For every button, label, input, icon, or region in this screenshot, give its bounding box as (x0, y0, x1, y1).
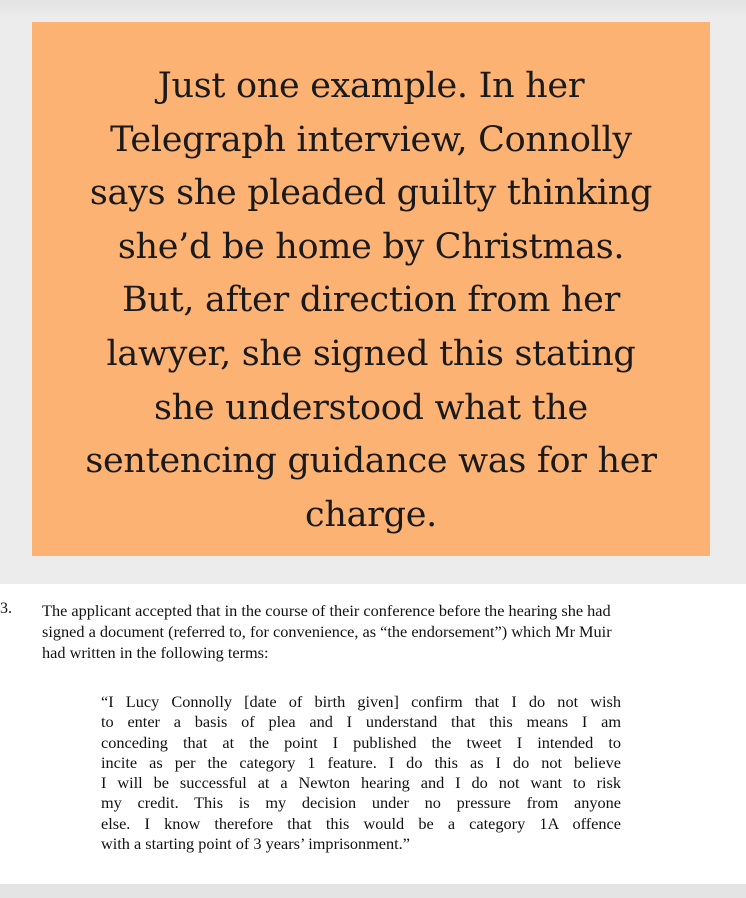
bottom-background-strip (0, 884, 746, 898)
top-background-strip (0, 0, 746, 18)
caption-text (32, 60, 710, 542)
paragraph-line: signed a document (referred to, for convenience, as “the endorsement”) which Mr Muir (42, 622, 612, 641)
quote-line: conceding that at the point I published the tweet I intended to (101, 732, 621, 752)
caption-line: But, after direction from her (121, 280, 621, 321)
paragraph-line: had written in the following terms: (42, 643, 269, 662)
caption-line: says she pleaded guilty thinking (89, 173, 653, 214)
quote-line: my credit. This is my decision under no pressure from anyone (101, 793, 621, 813)
caption-line: sentencing guidance was for her (85, 441, 657, 482)
caption-line: Just one example. In her (157, 66, 585, 106)
endorsement-quote (101, 692, 621, 854)
quote-line: to enter a basis of plea and I understand that this means I am (101, 712, 621, 732)
quote-line: “I Lucy Connolly [date of birth given] confirm that I do not wish (101, 692, 621, 711)
caption-line: Telegraph interview, Connolly (110, 119, 632, 160)
caption-box (32, 22, 710, 556)
document-excerpt (0, 584, 746, 884)
paragraph-text (42, 600, 732, 663)
paragraph-number: 3. (0, 600, 12, 617)
caption-line: lawyer, she signed this stating (106, 333, 636, 374)
caption-line: she’d be home by Christmas. (117, 226, 625, 267)
caption-line: she understood what the (154, 387, 588, 428)
paragraph-line: The applicant accepted that in the course of their conference before the hearing she had (42, 601, 611, 620)
quote-line: with a starting point of 3 years’ imprisonment.” (101, 834, 410, 854)
caption-line: charge. (305, 494, 437, 535)
quote-line: I will be successful at a Newton hearing and I do not want to risk (101, 773, 621, 793)
quote-line: else. I know therefore that this would be a category 1A offence (101, 813, 621, 833)
quote-line: incite as per the category 1 feature. I do this as I do not believe (101, 752, 621, 772)
